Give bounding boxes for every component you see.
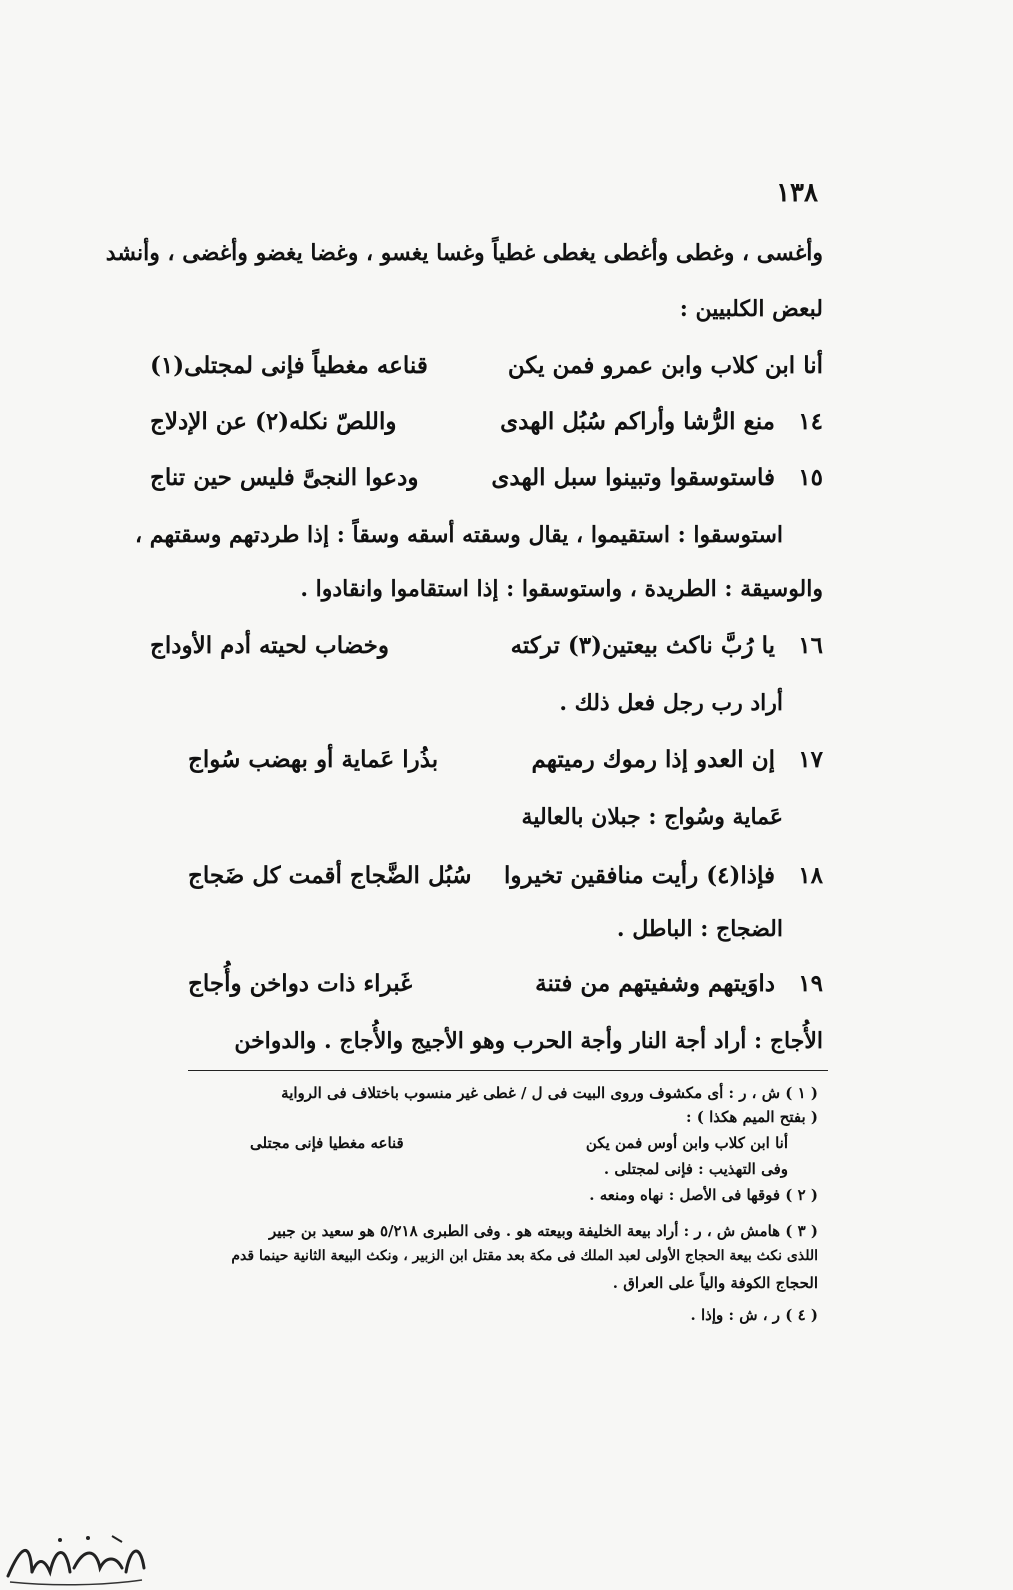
verse-hemistich-2: ودعوا النجىَّ فليس حين تناج — [150, 464, 419, 491]
verse-hemistich-1: داوَيتهم وشفيتهم من فتنة — [535, 970, 775, 997]
footnote-divider — [188, 1070, 828, 1071]
verse-19 — [150, 970, 823, 1006]
verse-hemistich-1: أنا ابن كلاب وابن عمرو فمن يكن — [507, 352, 823, 379]
verse-number: ١٦ — [798, 632, 823, 659]
footnote-1-line-3: وفى التهذيب : فإنى لمجتلى . — [603, 1160, 788, 1178]
prose-line-2: لبعض الكلبيين : — [679, 296, 823, 322]
verse-hemistich-2: وخضاب لحيته أدم الأوداج — [150, 632, 389, 659]
gloss-16: أراد رب رجل فعل ذلك . — [559, 690, 783, 716]
verse-number: ١٤ — [798, 408, 823, 435]
verse-number: ١٩ — [798, 970, 823, 997]
verse-14 — [150, 408, 823, 444]
footnote-1-line-2: ( بفتح الميم هكذا ) : — [686, 1108, 818, 1126]
verse-18 — [150, 862, 823, 898]
verse-hemistich-1: منع الرُّشا وأراكم سُبُل الهدى — [500, 408, 775, 435]
verse-hemistich-2: قناعه مغطيا فإنى مجتلى — [250, 1134, 404, 1152]
prose-line-1: وأغسى ، وغطى وأغطى يغطى غطياً وغسا يغسو ، وغضا يغضو وأغضى ، وأنشد — [105, 240, 823, 266]
gloss-19: الأُجاج : أراد أجة النار وأجة الحرب وهو الأجيج والأُجاج . والدواخن — [234, 1028, 823, 1054]
footnote-4: ( ٤ ) ر ، ش : وإذا . — [690, 1306, 818, 1324]
verse-unnumbered — [150, 352, 823, 388]
verse-hemistich-1: أنا ابن كلاب وابن أوس فمن يكن — [585, 1134, 788, 1152]
verse-hemistich-2: واللصّ نكله(٢) عن الإدلاج — [150, 408, 397, 435]
verse-hemistich-1: فإذا(٤) رأيت منافقين تخيروا — [504, 862, 775, 889]
footnote-3-line-3: الحجاج الكوفة والياً على العراق . — [612, 1274, 818, 1292]
footnote-1-verse — [250, 1134, 788, 1156]
verse-15 — [150, 464, 823, 500]
verse-hemistich-2: غَبراء ذات دواخن وأُجاج — [188, 970, 413, 997]
gloss-15-line-2: والوسيقة : الطريدة ، واستوسقوا : إذا استقاموا وانقادوا . — [300, 576, 823, 602]
verse-hemistich-2: سُبُل الضَّجاج أقمت كل ضَجاج — [188, 862, 472, 889]
page-number: ١٣٨ — [776, 178, 818, 208]
gloss-18: الضجاج : الباطل . — [616, 916, 783, 942]
footnote-3-line-1: ( ٣ ) هامش ش ، ر : أراد بيعة الخليفة وبيعته هو . وفى الطبرى ٥/٢١٨ هو سعيد بن جبير — [269, 1222, 818, 1240]
verse-number: ١٥ — [798, 464, 823, 491]
library-calligraphy-logo — [0, 1528, 150, 1590]
verse-17 — [150, 746, 823, 782]
footnote-1-line-1: ( ١ ) ش ، ر : أى مكشوف وروى البيت فى ل / غطى غير منسوب باختلاف فى الرواية — [281, 1084, 818, 1102]
verse-16 — [150, 632, 823, 668]
verse-number: ١٨ — [798, 862, 823, 889]
gloss-15-line-1: استوسقوا : استقيموا ، يقال وسقته أسقه وسقاً : إذا طردتهم وسقتهم ، — [135, 522, 783, 548]
verse-hemistich-1: إن العدو إذا رموك رميتهم — [531, 746, 775, 773]
verse-hemistich-2: قناعه مغطياً فإنى لمجتلى(١) — [150, 352, 428, 379]
verse-number: ١٧ — [798, 746, 823, 773]
footnote-3-line-2: اللذى نكث بيعة الحجاج الأولى لعبد الملك فى مكة بعد مقتل ابن الزبير ، ونكث البيعة الثانية حينما قدم — [231, 1248, 818, 1264]
footnote-2: ( ٢ ) فوقها فى الأصل : نهاه ومنعه . — [589, 1186, 818, 1204]
verse-hemistich-1: فاستوسقوا وتبينوا سبل الهدى — [491, 464, 775, 491]
gloss-17: عَماية وسُواج : جبلان بالعالية — [521, 804, 783, 830]
verse-hemistich-1: يا رُبَّ ناكث بيعتين(٣) تركته — [510, 632, 775, 659]
verse-hemistich-2: بذُرا عَماية أو بهضب سُواج — [188, 746, 439, 773]
